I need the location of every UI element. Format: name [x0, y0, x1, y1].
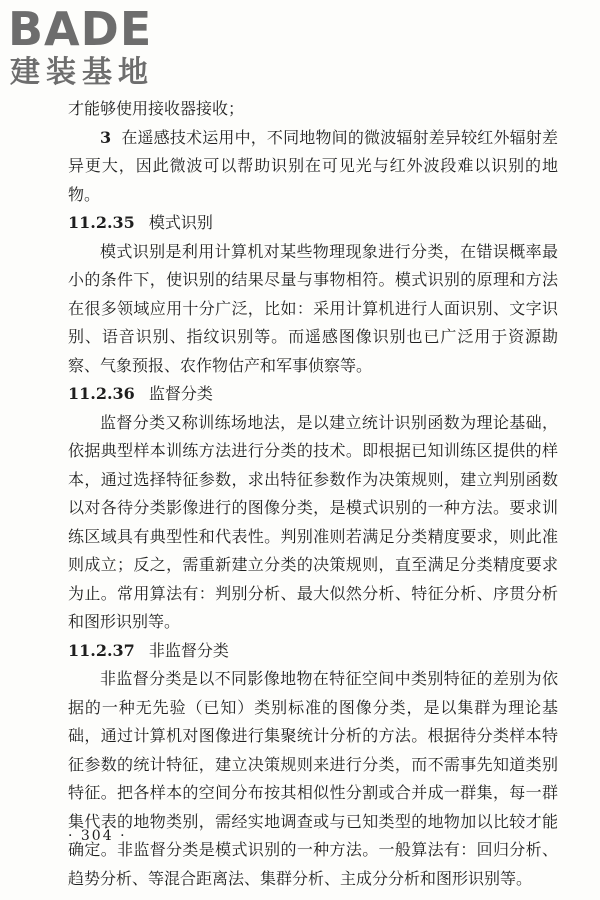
section-body-11-2-36: 监督分类又称训练场地法，是以建立统计识别函数为理论基础，依据典型样本训练方法进行分类的技术。即根据已知训练区提供的样本，通过选择特征参数，求出特征参数作为决策规则，建立判别函数以对各待分类影像进行的图像分类，是模式识别的一种方法。要求训练区域具有典型性和代表性。判别准则若满足分类精度要求，则此准则成立；反之，需重新建立分类的决策规则，直至满足分类精度要求为止。常用算法有：判别分析、最大似然分析、特征分析、序贯分析和图形识别等。 [68, 412, 558, 631]
page-body [68, 95, 558, 893]
section-number: 11.2.37 [68, 640, 135, 660]
watermark-chinese-text: 建装基地 [10, 55, 154, 90]
item-3-number: 3 [100, 127, 112, 147]
bade-watermark-logo [8, 4, 188, 94]
item-3-text: 在遥感技术运用中，不同地物间的微波辐射差异较红外辐射差异更大，因此微波可以帮助识别在可见光与红外波段难以识别的地物。 [68, 127, 558, 204]
section-body-11-2-37: 非监督分类是以不同影像地物在特征空间中类别特征的差别为依据的一种无先验（已知）类别标准的图像分类，是以集群为理论基础，通过计算机对图像进行集聚统计分析的方法。根据待分类样本特征参数的统计特征，建立决策规则来进行分类，而不需事先知道类别特征。把各样本的空间分布按其相似性分割或合并成一群集，每一群集代表的地物类别，需经实地调查或与已知类型的地物加以比较才能确定。非监督分类是模式识别的一种方法。一般算法有：回归分析、趋势分析、等混合距离法、集群分析、主成分分析和图形识别等。 [68, 669, 558, 888]
section-body-11-2-35: 模式识别是利用计算机对某些物理现象进行分类，在错误概率最小的条件下，使识别的结果尽量与事物相符。模式识别的原理和方法在很多领域应用十分广泛，比如：采用计算机进行人面识别、文字识别、语音识别、指纹识别等。而遥感图像识别也已广泛用于资源勘察、气象预报、农作物估产和军事侦察等。 [68, 241, 558, 375]
item-3-paragraph [68, 124, 558, 210]
section-heading-11-2-36 [68, 380, 558, 409]
page-number: · 304 · [68, 828, 127, 844]
section-title: 监督分类 [148, 384, 213, 403]
watermark-latin-text: BADE [8, 2, 153, 56]
section-heading-11-2-37 [68, 637, 558, 666]
section-heading-11-2-35 [68, 209, 558, 238]
section-title: 非监督分类 [148, 640, 229, 660]
section-title: 模式识别 [148, 213, 213, 232]
section-number: 11.2.35 [68, 213, 135, 232]
continuation-paragraph: 才能够使用接收器接收； [68, 99, 245, 118]
section-number: 11.2.36 [68, 384, 135, 403]
